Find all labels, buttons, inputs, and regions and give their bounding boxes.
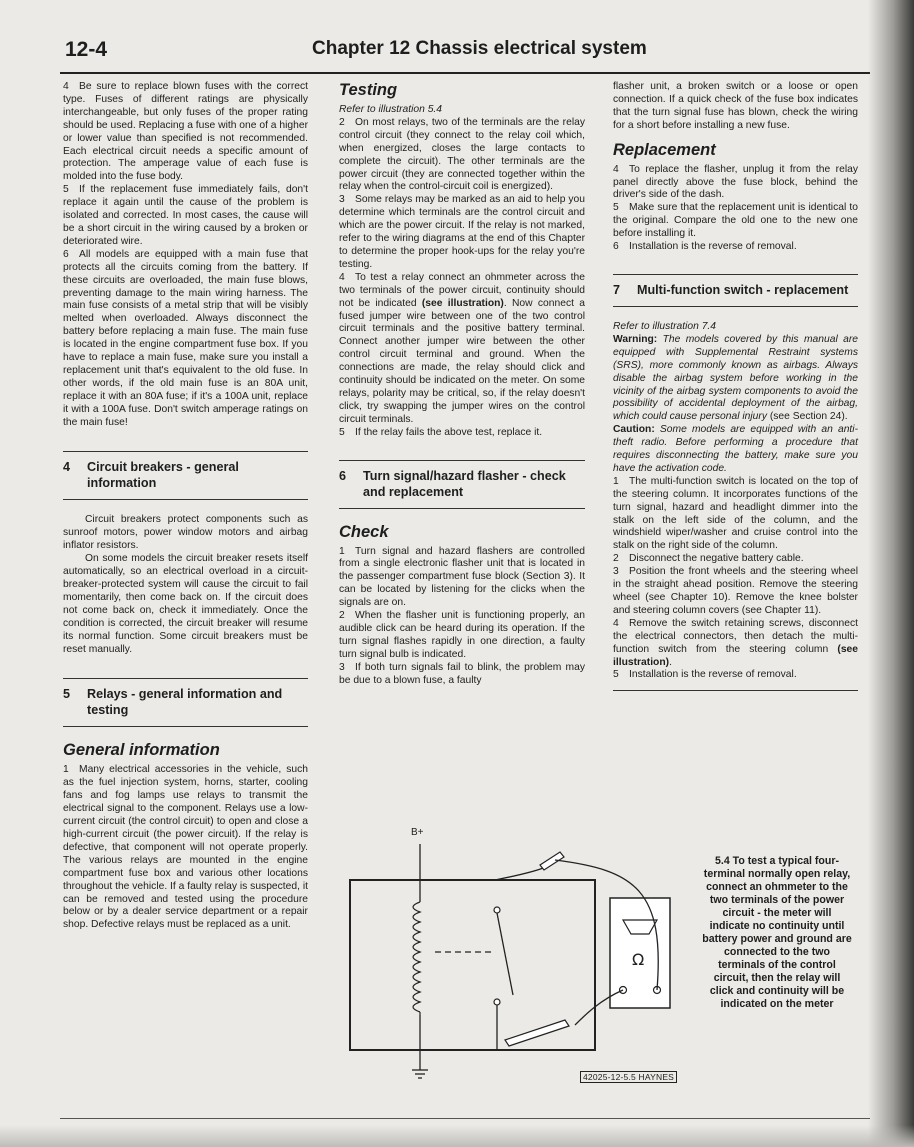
paragraph: flasher unit, a broken switch or a loose or open connection. If a quick check of the fuse box indicates that the turn signal fuse has blown, check the wiring for a short before installing a new fuse. [613, 81, 858, 131]
subheading-check: Check [339, 522, 389, 541]
para-number: 5 [613, 202, 619, 214]
section-heading-4 [63, 451, 308, 500]
paragraph [63, 249, 308, 430]
para-number: 5 [613, 669, 619, 681]
caution-note [613, 424, 858, 476]
paragraph: On some models the circuit breaker resets itself automatically, so an electrical overload in a circuit-breaker-protected system will cause the circuit to fail momentarily, then come back on. If the circuit does not come back on, check it immediately. Once the condition is corrected, the circuit breaker will resume its normal function. Some circuit breakers must be reset manually. [63, 553, 308, 655]
illustration-reference: Refer to illustration 5.4 [339, 104, 443, 115]
column-2 [339, 81, 585, 688]
section-number: 4 [63, 460, 71, 475]
subheading-replacement: Replacement [613, 140, 716, 159]
para-number: 2 [613, 553, 619, 565]
para-number: 4 [339, 271, 345, 283]
subheading-testing: Testing [339, 81, 398, 99]
warning-tail: (see Section 24). [766, 411, 848, 423]
para-number: 3 [613, 566, 619, 578]
para-text: Turn signal and hazard flashers are controlled from a single electronic flasher unit that is located in the passenger compartment fuse block (Section 3). It can be located by listening for the clicks when the signals are on. [339, 545, 585, 609]
para-text: When the flasher unit is functioning properly, an audible click can be heard during its operation. If the turn signal flashes rapidly in one direction, a faulty turn signal bulb is indicated. [339, 610, 585, 660]
para-text: Some relays may be marked as an aid to help you determine which terminals are the control circuit and which are the power circuit. If the relay is not marked, refer to the wiring diagrams at the end of this Chapter to determine the proper hook-ups for the relay you're testing. [339, 194, 585, 270]
para-number: 1 [613, 475, 619, 487]
section-heading-7 [613, 274, 858, 307]
page-bottom-shadow [0, 1125, 914, 1147]
para-number: 1 [339, 545, 345, 557]
para-text: If both turn signals fail to blink, the problem may be due to a blown fuse, a faulty [339, 661, 585, 686]
page-number: 12-4 [65, 38, 108, 61]
paragraph [339, 662, 585, 688]
paragraph [339, 194, 585, 271]
paragraph [339, 272, 585, 427]
section-number: 7 [613, 282, 621, 297]
para-number: 5 [339, 426, 345, 438]
para-text: . [669, 656, 672, 668]
para-text: On most relays, two of the terminals are the relay control circuit (they connect to the relay coil which, when energized, closes the large contacts to complete the circuit). The other terminals are the power circuit (they are connected together within the relay when the control-circuit coil is energized). [339, 116, 585, 193]
subheading-general-information: General information [63, 741, 220, 760]
paragraph [63, 764, 308, 932]
para-text: If the replacement fuse immediately fails, don't replace it again until the cause of the problem is isolated and corrected. In most cases, the cause will be a short circuit in the wiring caused by a broken or deteriorated wire. [63, 184, 308, 247]
paragraph: Circuit breakers protect components such as sunroof motors, power window motors and airbag inflator resistors. [63, 514, 308, 552]
para-text: To replace the flasher, unplug it from the relay panel directly above the fuse block, behind the driver's side of the dash. [613, 163, 858, 201]
page-edge-shadow [868, 0, 914, 1147]
para-text: Make sure that the replacement unit is identical to the original. Compare the old one to the new one before installing it. [613, 202, 858, 240]
para-text: . Now connect a fused jumper wire between one of the two control circuit terminals and the positive battery terminal. Connect another jumper wire between the other control circuit terminal and ground. When the connections are made, the relay should click and continuity should be indicated on the meter. On some relays, polarity may be critical, so, if the relay doesn't click, try swapping the jumper wires on the control circuit terminals. [339, 297, 585, 425]
contact-terminal [494, 907, 500, 913]
paragraph [613, 476, 858, 553]
paragraph [339, 117, 585, 194]
ohm-symbol: Ω [632, 950, 645, 969]
para-text: Be sure to replace blown fuses with the correct type. Fuses of different ratings are physically interchangeable, but only fuses of the proper rating should be used. Replacing a fuse with one of a higher or lower value than specified is not recommended. Each electrical circuit needs a specific amount of protection. The amperage value of each fuse is molded into the fuse body. [63, 81, 309, 183]
paragraph [339, 546, 585, 611]
section-number: 5 [63, 687, 71, 702]
para-text: All models are equipped with a main fuse that protects all the circuits coming from the battery. If these circuits are overloaded, the main fuse blows, preventing damage to the main wiring harness. The main fuse consists of a metal strip that will be visibly melted when overloaded. Always disconnect the battery before replacing a main fuse. The main fuse is located in the engine compartment fuse box. If you have to replace a main fuse, make sure you install a replacement unit that's equivalent to the old fuse. In other words, if the old main fuse is an 80A unit, replace it with an 80A fuse; if it's a 100A unit, replace it with a 100A fuse. Don't switch amperage ratings on the main fuse! [63, 248, 308, 428]
probe-tip [505, 1020, 569, 1046]
para-text: If the relay fails the above test, replace it. [355, 426, 543, 438]
para-text: Many electrical accessories in the vehicle, such as the fuel injection system, horns, starter, cooling fans and fog lamps use relays to transmit the electrical signal to the component. Relays use a low-current circuit (the control circuit) to open and close a high-current circuit (the power circuit). If the relay is defective, that component will not operate properly. The various relays are mounted in the engine compartment fuse box and various other locations throughout the vehicle. If a faulty relay is suspected, it can be removed and tested using the procedure below or by a dealer service department or a repair shop. Defective relays must be replaced as a unit. [63, 764, 308, 931]
caution-label: Caution: [613, 424, 655, 436]
relay-test-diagram [335, 830, 695, 1090]
caution-text: Some models are equipped with an anti-theft radio. Before performing a procedure that requires disconnecting the battery, make sure you have the activation code. [613, 424, 858, 474]
figure-caption: 5.4 To test a typical four-terminal normally open relay, connect an ohmmeter to the two terminals of the power circuit - the meter will indicate no continuity until battery power and ground are connected to the two terminals of the control circuit, then the relay will click and continuity will be indicated on the meter [702, 855, 852, 1010]
section-title: Multi-function switch - replacement [637, 282, 849, 297]
relay-coil [413, 902, 420, 1015]
section-title: Circuit breakers - general information [87, 460, 239, 491]
illustration-link: (see illustration) [613, 643, 858, 668]
para-text: Position the front wheels and the steering wheel in the straight ahead position. Remove the steering wheel (see Chapter 10). Remove the knee bolster and steering column covers (see Chapter 11). [613, 566, 858, 616]
section-title: Relays - general information and testing [87, 687, 283, 718]
chapter-title: Chapter 12 Chassis electrical system [312, 38, 647, 59]
para-number: 3 [339, 194, 345, 206]
paragraph [613, 669, 858, 682]
ground-icon [412, 1070, 428, 1078]
section-heading-5 [63, 678, 308, 727]
paragraph [613, 566, 858, 618]
para-number: 6 [63, 248, 69, 260]
para-number: 5 [63, 184, 69, 196]
column-3 [613, 81, 858, 691]
paragraph [63, 184, 308, 249]
warning-text: The models covered by this manual are equipped with Supplemental Restraint systems (SRS), more commonly known as airbags. Always disable the airbag system before working in the vicinity of the airbag system components to avoid the possibility of accidental deployment of the airbag, which could cause personal injury [613, 333, 858, 423]
paragraph [613, 241, 858, 254]
para-text: Installation is the reverse of removal. [629, 241, 797, 253]
para-number: 1 [63, 764, 69, 776]
section-number: 6 [339, 468, 347, 483]
para-number: 4 [613, 163, 619, 175]
para-text: The multi-function switch is located on the top of the steering column. It incorporates functions of the turn signal, hazard and headlight dimmer into the stalk on the left side of the column, and the windshield wiper/washer and cruise control into the stalk on the right side of the column. [613, 475, 858, 552]
paragraph [63, 81, 308, 184]
figure-id: 42025-12-5.5 HAYNES [580, 1071, 677, 1083]
paragraph [613, 164, 858, 203]
section-title: Turn signal/hazard flasher - check and replacement [363, 468, 566, 499]
paragraph [339, 610, 585, 662]
para-text: Installation is the reverse of removal. [629, 669, 797, 681]
bottom-rule [60, 1118, 870, 1119]
section-heading-6 [339, 460, 585, 509]
warning-note [613, 334, 858, 424]
column-1 [63, 81, 308, 932]
paragraph [613, 618, 858, 670]
illustration-link: (see illustration) [421, 297, 504, 309]
illustration-reference: Refer to illustration 7.4 [613, 320, 717, 332]
contact-terminal [494, 999, 500, 1005]
paragraph [613, 202, 858, 241]
para-text: Disconnect the negative battery cable. [629, 553, 804, 565]
para-number: 3 [339, 661, 345, 673]
para-number: 6 [613, 241, 619, 253]
paragraph [339, 427, 585, 440]
para-number: 2 [339, 116, 345, 128]
para-text: To test a relay connect an ohmmeter across the two terminals of the power circuit, continuity should not be indicated [339, 271, 585, 309]
section-end-rule [613, 690, 858, 691]
para-number: 4 [613, 617, 619, 629]
page-header [60, 38, 870, 74]
switch-arm [497, 913, 513, 995]
para-text: Remove the switch retaining screws, disconnect the electrical connectors, then detach the multi-function switch from the steering column [613, 617, 858, 655]
b-plus-label: B+ [411, 827, 424, 838]
para-number: 4 [63, 81, 69, 92]
warning-label: Warning: [613, 333, 658, 345]
paragraph [613, 553, 858, 566]
para-number: 2 [339, 610, 345, 622]
